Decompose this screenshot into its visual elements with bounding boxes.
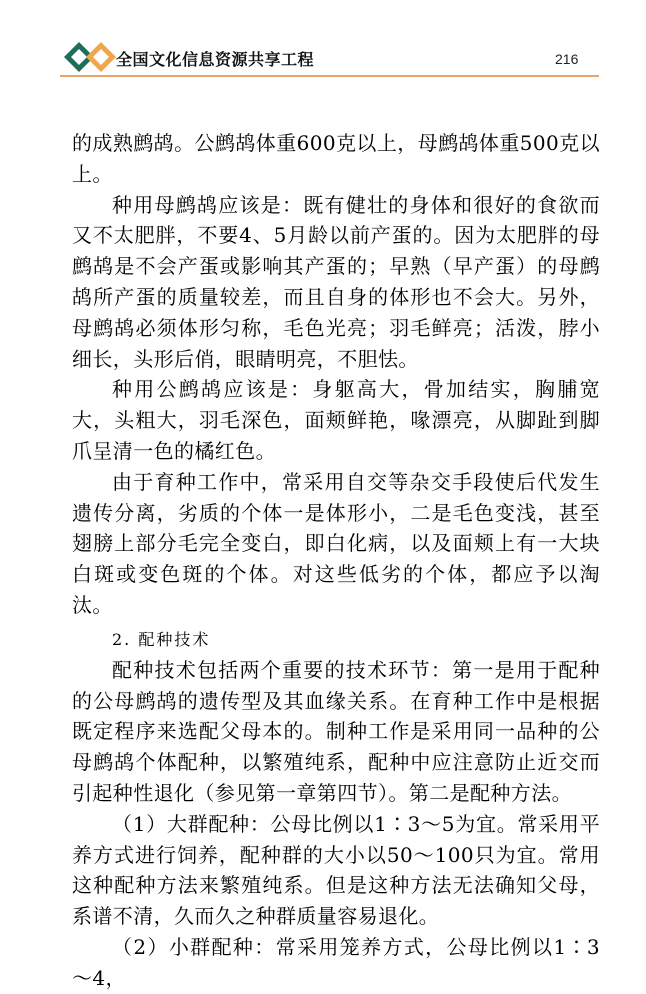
section-heading: 2. 配种技术 [112, 629, 211, 649]
paragraph: （1）大群配种：公母比例以1∶3～5为宜。常采用平养方式进行饲养，配种群的大小以50～100只为宜。常用这种配种方法来繁殖纯系。但是这种方法无法确知父母，系谱不清，久而久之种群质量容易退化。 [72, 811, 600, 929]
paragraph: 由于育种工作中，常采用自交等杂交手段使后代发生遗传分离，劣质的个体一是体形小，二是毛色变浅，甚至翅膀上部分毛完全变白，即白化病，以及面颊上有一大块白斑或变色斑的个体。对这些低劣的个体，都应予以淘汰。 [72, 469, 600, 617]
page-header [0, 0, 646, 80]
page-number: 216 [555, 51, 579, 67]
paragraph: 种用母鹧鸪应该是：既有健壮的身体和很好的食欲而又不太肥胖，不要4、5月龄以前产蛋的。因为太肥胖的母鹧鸪是不会产蛋或影响其产蛋的；早熟（早产蛋）的母鹧鸪所产蛋的质量较差，而且自身的体形也不会大。另外，母鹧鸪必须体形匀称，毛色光亮；羽毛鲜亮；活泼，脖小细长，头形后俏，眼睛明亮，不胆怯。 [72, 192, 600, 371]
paragraph: 配种技术包括两个重要的技术环节：第一是用于配种的公母鹧鸪的遗传型及其血缘关系。在育种工作中是根据既定程序来选配父母本的。制种工作是采用同一品种的公母鹧鸪个体配种，以繁殖纯系，配种中应注意防止近交而引起种性退化（参见第一章第四节）。第二是配种方法。 [72, 657, 600, 805]
header-title: 全国文化信息资源共享工程 [116, 50, 315, 69]
header-divider [60, 75, 599, 77]
page-body [72, 128, 600, 994]
paragraph: （2）小群配种：常采用笼养方式，公母比例以1∶3～4， [72, 934, 600, 990]
paragraph: 种用公鹧鸪应该是：身躯高大，骨加结实，胸脯宽大，头粗大，羽毛深色，面颊鲜艳，喙漂亮，从脚趾到脚爪呈清一色的橘红色。 [72, 377, 600, 463]
diamond-logo-icon [64, 40, 120, 74]
paragraph: 的成熟鹧鸪。公鹧鸪体重600克以上，母鹧鸪体重500克以上。 [72, 131, 600, 186]
